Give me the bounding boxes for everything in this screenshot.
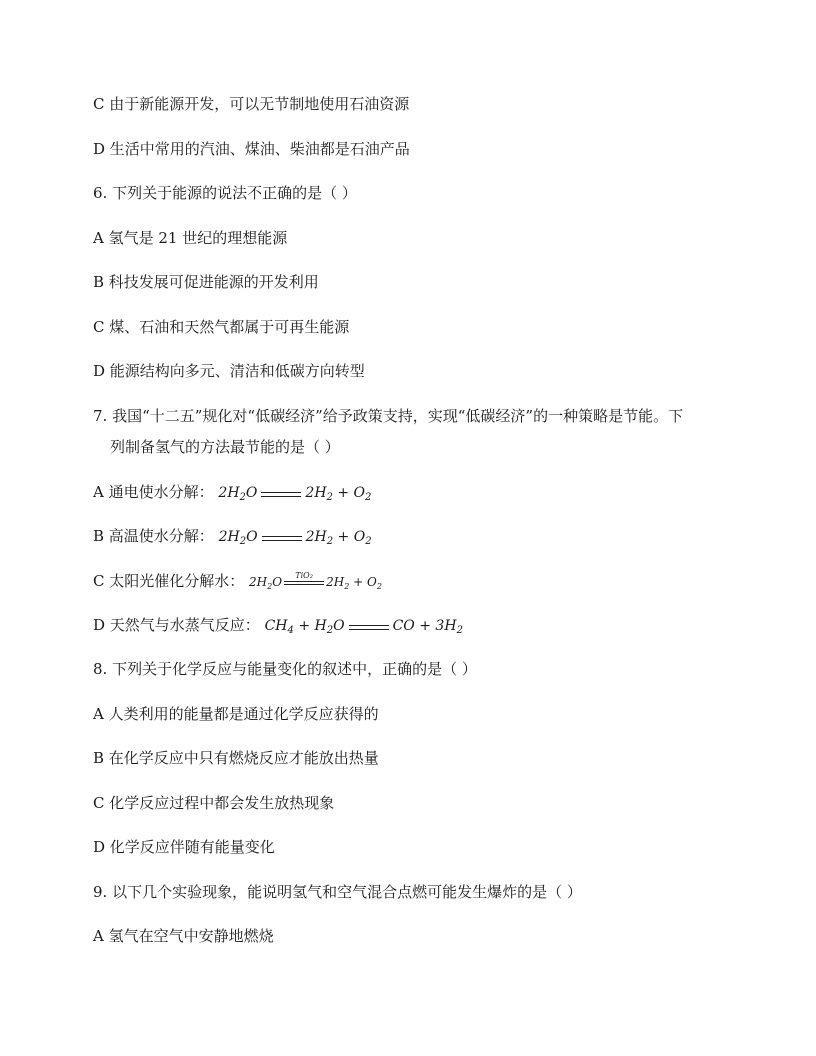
option-7d-label: D 天然气与水蒸气反应： [93,616,260,634]
option-9a: A 氢气在空气中安静地燃烧 [93,927,274,945]
equation-7d: $CH_4 + H_2O$ CO + $3H_2$ [264,618,463,636]
question-8: 8. 下列关于化学反应与能量变化的叙述中，正确的是（ ） [93,660,477,678]
question-9: 9. 以下几个实验现象，能说明氢气和空气混合点燃可能发生爆炸的是（ ） [93,883,582,901]
option-7d [93,615,463,641]
option-6d: D 能源结构向多元、清洁和低碳方向转型 [93,362,365,380]
option-7b [93,526,372,552]
equation-7a: $2H_2O$ $2H_2 + O_2$ [218,485,372,503]
option-6b: B 科技发展可促进能源的开发利用 [93,273,319,291]
option-8b: B 在化学反应中只有燃烧反应才能放出热量 [93,749,379,767]
option-8a: A 人类利用的能量都是通过化学反应获得的 [93,705,379,723]
option-7b-label: B 高温使水分解： [93,527,214,545]
equation-7c: $2H_2O$ TiO₂ $2H_2 + O_2$ [249,575,382,589]
option-7c [93,571,382,597]
question-7: 7. 我国“十二五”规化对“低碳经济”给予政策支持，实现“低碳经济”的一种策略是节能。下 [93,407,684,425]
option-5d: D 生活中常用的汽油、煤油、柴油都是石油产品 [93,140,410,158]
option-8c: C 化学反应过程中都会发生放热现象 [93,794,335,812]
option-5c: C 由于新能源开发，可以无节制地使用石油资源 [93,95,410,113]
question-6: 6. 下列关于能源的说法不正确的是（ ） [93,184,357,202]
catalyst-label: TiO₂ [295,570,313,580]
question-7-continued: 列制备氢气的方法最节能的是（ ） [110,438,340,456]
option-7a-label: A 通电使水分解： [93,483,214,501]
option-6a: A 氢气是 21 世纪的理想能源 [93,229,288,247]
option-6c: C 煤、石油和天然气都属于可再生能源 [93,318,350,336]
equation-7b: $2H_2O$ $2H_2 + O_2$ [218,529,372,547]
option-7a [93,482,371,508]
option-8d: D 化学反应伴随有能量变化 [93,838,275,856]
option-7c-label: C 太阳光催化分解水： [93,572,245,590]
